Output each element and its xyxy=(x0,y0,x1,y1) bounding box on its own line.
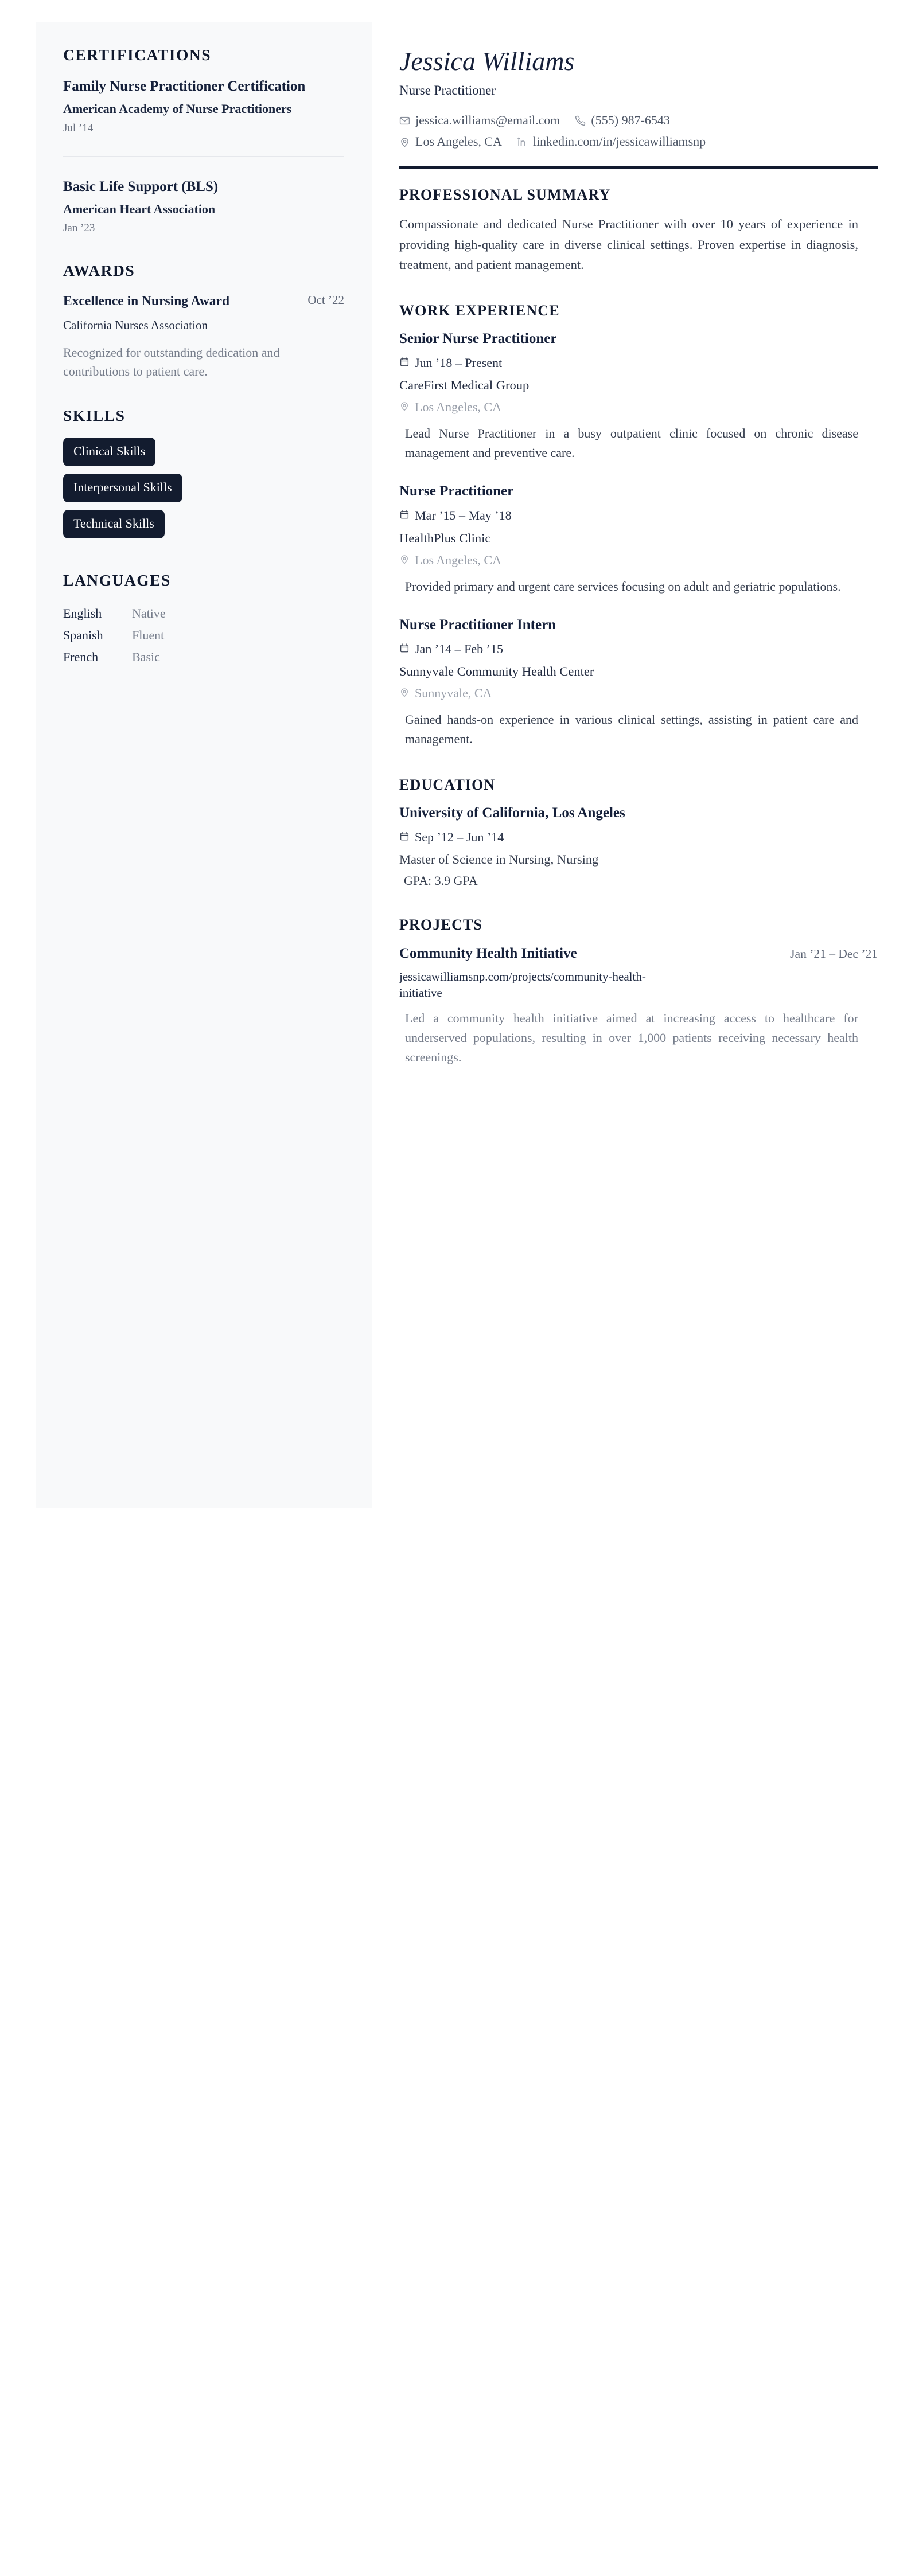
location-pin-icon xyxy=(399,398,410,416)
calendar-icon xyxy=(399,354,410,372)
skill-list xyxy=(63,438,344,546)
work-dates xyxy=(399,506,878,524)
calendar-icon xyxy=(399,640,410,658)
work-location xyxy=(399,684,878,702)
contact-location-text: Los Angeles, CA xyxy=(415,134,502,149)
section-heading-work-experience: WORK EXPERIENCE xyxy=(399,302,560,319)
language-name: French xyxy=(63,649,99,664)
sidebar xyxy=(36,22,372,1508)
linkedin-icon xyxy=(517,136,528,147)
work-dates-text: Jun ’18 – Present xyxy=(415,355,503,370)
work-organization: Sunnyvale Community Health Center xyxy=(399,664,594,679)
work-location xyxy=(399,398,878,416)
envelope-icon xyxy=(399,115,410,126)
main-content xyxy=(372,22,911,1102)
contact-phone-text: (555) 987-6543 xyxy=(591,113,670,128)
contact-location xyxy=(399,133,502,151)
sidebar-heading-awards: AWARDS xyxy=(63,261,135,279)
education-degree: Master of Science in Nursing, Nursing xyxy=(399,852,599,867)
location-pin-icon xyxy=(399,136,410,147)
project-description: Led a community health initiative aimed at increasing access to healthcare for underserved populations, resulting in over 1,000 patients receiving necessary health screenings. xyxy=(405,1010,858,1065)
skill-chip: Interpersonal Skills xyxy=(63,474,182,502)
project-header xyxy=(399,944,878,969)
certification-name: Basic Life Support (BLS) xyxy=(63,178,219,194)
work-description: Provided primary and urgent care services focusing on adult and geriatric populations. xyxy=(405,579,841,594)
language-name: English xyxy=(63,606,102,620)
sidebar-heading-skills: SKILLS xyxy=(63,406,126,424)
certification-date: Jan ’23 xyxy=(63,221,95,234)
sidebar-divider xyxy=(63,156,344,157)
work-dates xyxy=(399,640,878,658)
section-heading-education: EDUCATION xyxy=(399,776,496,793)
contact-phone[interactable] xyxy=(575,112,669,130)
section-heading-summary: PROFESSIONAL SUMMARY xyxy=(399,186,611,203)
phone-icon xyxy=(575,115,586,126)
section-heading-projects: PROJECTS xyxy=(399,916,483,934)
work-entry xyxy=(399,616,878,750)
education-dates-text: Sep ’12 – Jun ’14 xyxy=(415,829,504,844)
certification-issuer: American Academy of Nurse Practitioners xyxy=(63,102,292,116)
work-dates xyxy=(399,354,878,372)
award-date: Oct ’22 xyxy=(307,293,344,307)
language-level: Native xyxy=(132,606,166,620)
location-pin-icon xyxy=(399,551,410,569)
award-item xyxy=(63,292,344,381)
work-location-text: Sunnyvale, CA xyxy=(415,686,492,701)
skill-chip: Clinical Skills xyxy=(63,438,155,466)
work-location xyxy=(399,551,878,569)
language-level: Fluent xyxy=(132,627,165,642)
contact-linkedin[interactable] xyxy=(517,133,706,151)
education-entry xyxy=(399,804,878,890)
education-school: University of California, Los Angeles xyxy=(399,805,625,821)
award-issuer: California Nurses Association xyxy=(63,318,208,332)
work-organization: CareFirst Medical Group xyxy=(399,378,530,393)
award-name: Excellence in Nursing Award xyxy=(63,294,230,309)
project-entry xyxy=(399,944,878,1068)
skill-chip: Technical Skills xyxy=(63,510,165,538)
certification-issuer: American Heart Association xyxy=(63,201,216,216)
education-gpa: GPA: 3.9 GPA xyxy=(404,873,478,888)
work-organization: HealthPlus Clinic xyxy=(399,530,491,545)
project-name: Community Health Initiative xyxy=(399,945,577,961)
work-location-text: Los Angeles, CA xyxy=(415,552,501,567)
list-item xyxy=(63,510,344,546)
work-title: Nurse Practitioner xyxy=(399,483,514,499)
sidebar-heading-languages: LANGUAGES xyxy=(63,571,171,590)
contact-email-text: jessica.williams@email.com xyxy=(415,113,560,128)
sidebar-heading-certifications: CERTIFICATIONS xyxy=(63,46,212,64)
contact-row-secondary xyxy=(399,133,878,151)
contact-email[interactable] xyxy=(399,112,560,130)
work-dates-text: Mar ’15 – May ’18 xyxy=(415,508,512,523)
certification-item xyxy=(63,177,344,236)
table-row xyxy=(63,646,344,668)
award-header xyxy=(63,292,344,310)
summary-text: Compassionate and dedicated Nurse Practitioner with over 10 years of experience in providing high-quality care in diverse clinical settings. Proven expertise in diagnosis, treatment, and patient management. xyxy=(399,217,858,272)
calendar-icon xyxy=(399,506,410,524)
location-pin-icon xyxy=(399,684,410,702)
work-title: Senior Nurse Practitioner xyxy=(399,330,557,346)
project-url[interactable]: jessicawilliamsnp.com/projects/community-health-initiative xyxy=(399,969,646,1000)
page-title: Jessica Williams xyxy=(399,46,575,76)
award-description: Recognized for outstanding dedication and contributions to patient care. xyxy=(63,345,280,379)
work-entry xyxy=(399,482,878,596)
job-title: Nurse Practitioner xyxy=(399,83,496,98)
education-dates xyxy=(399,828,878,846)
language-table xyxy=(63,603,344,668)
work-description: Lead Nurse Practitioner in a busy outpatient clinic focused on chronic disease management and preventive care. xyxy=(405,426,858,460)
list-item xyxy=(63,438,344,474)
work-description: Gained hands-on experience in various clinical settings, assisting in patient care and management. xyxy=(405,712,858,747)
work-entry xyxy=(399,330,878,463)
language-level: Basic xyxy=(132,649,160,664)
language-name: Spanish xyxy=(63,627,103,642)
work-location-text: Los Angeles, CA xyxy=(415,400,501,415)
certification-date: Jul ’14 xyxy=(63,122,94,134)
work-title: Nurse Practitioner Intern xyxy=(399,616,556,633)
certification-name: Family Nurse Practitioner Certification xyxy=(63,79,306,95)
work-dates-text: Jan ’14 – Feb ’15 xyxy=(415,641,503,656)
certification-item xyxy=(63,77,344,136)
project-dates: Jan ’21 – Dec ’21 xyxy=(790,946,878,961)
table-row xyxy=(63,603,344,625)
header-divider xyxy=(399,166,878,169)
table-row xyxy=(63,625,344,646)
contact-row-primary xyxy=(399,112,878,130)
list-item xyxy=(63,474,344,510)
calendar-icon xyxy=(399,828,410,846)
contact-linkedin-text: linkedin.com/in/jessicawilliamsnp xyxy=(532,134,706,149)
